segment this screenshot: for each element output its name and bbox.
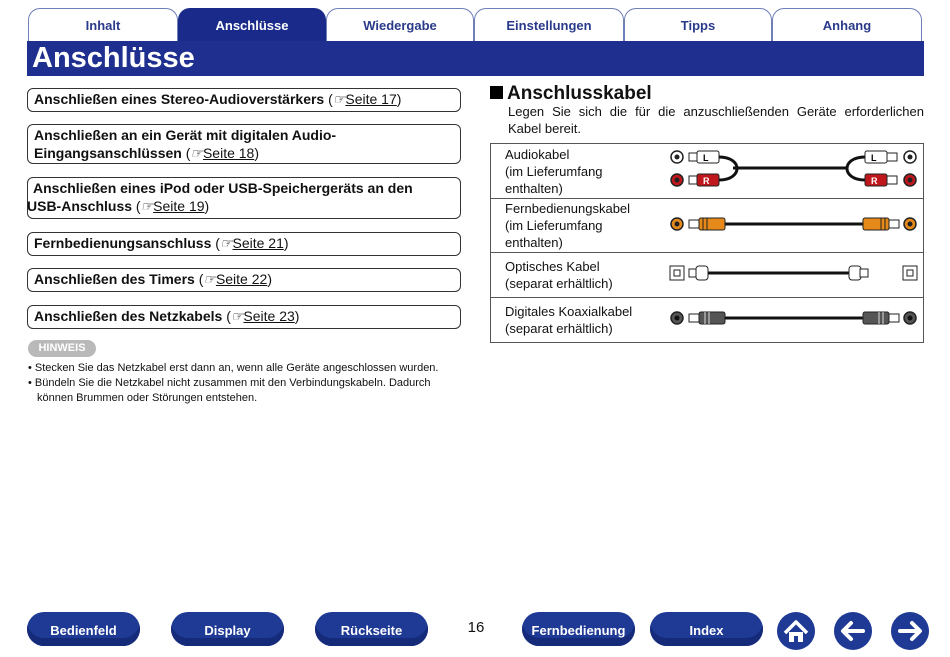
tab-wiedergabe[interactable]: Wiedergabe bbox=[326, 8, 474, 42]
nav-display-button[interactable]: Display bbox=[171, 612, 284, 646]
optical-cable-icon bbox=[663, 253, 923, 293]
square-bullet-icon bbox=[490, 86, 503, 99]
link-title-line1: Anschließen an ein Gerät mit digitalen Audio- bbox=[34, 127, 337, 143]
tab-anschluesse[interactable]: Anschlüsse bbox=[178, 8, 326, 42]
back-button[interactable] bbox=[834, 612, 872, 650]
arrow-left-icon bbox=[834, 612, 872, 650]
pointing-hand-icon: ☞ bbox=[140, 198, 154, 214]
tab-anhang[interactable]: Anhang bbox=[772, 8, 922, 42]
svg-text:L: L bbox=[871, 153, 877, 163]
nav-index-button[interactable]: Index bbox=[650, 612, 763, 646]
link-title: Anschließen des Timers bbox=[34, 271, 195, 287]
home-button[interactable] bbox=[777, 612, 815, 650]
page-reference[interactable]: Seite 17 bbox=[345, 91, 397, 107]
link-remote-connection[interactable]: Fernbedienungsanschluss (☞Seite 21) bbox=[27, 232, 461, 256]
page-reference[interactable]: Seite 21 bbox=[232, 235, 284, 251]
note-badge: HINWEIS bbox=[28, 340, 96, 357]
link-title-line1: Anschließen eines iPod oder USB-Speichergeräts an den bbox=[33, 180, 413, 196]
nav-fernbedienung-button[interactable]: Fernbedienung bbox=[522, 612, 635, 646]
arrow-right-icon bbox=[891, 612, 929, 650]
cable-table bbox=[490, 143, 924, 343]
notes-list bbox=[28, 361, 462, 406]
note-item: • Stecken Sie das Netzkabel erst dann an, wenn alle Geräte angeschlossen wurden. bbox=[28, 362, 439, 374]
cable-row-coaxial bbox=[491, 298, 924, 343]
cable-note: enthalten) bbox=[505, 180, 563, 196]
link-title: Fernbedienungsanschluss bbox=[34, 235, 212, 251]
pointing-hand-icon: ☞ bbox=[219, 235, 233, 251]
cable-note: (separat erhältlich) bbox=[505, 321, 613, 336]
audio-cable-icon bbox=[663, 144, 923, 194]
pointing-hand-icon: ☞ bbox=[190, 145, 203, 161]
cable-note: (im Lieferumfang bbox=[505, 218, 603, 233]
cable-row-audio bbox=[491, 144, 924, 199]
section-text: Legen Sie sich die für die anzuschließenden Geräte erforderlichen Kabel bereit. bbox=[508, 104, 924, 136]
link-title: Anschließen eines Stereo-Audioverstärkers bbox=[34, 91, 325, 107]
page-reference[interactable]: Seite 19 bbox=[153, 198, 205, 214]
svg-text:R: R bbox=[703, 176, 710, 186]
page-number: 16 bbox=[467, 619, 485, 636]
page-reference[interactable]: Seite 18 bbox=[202, 145, 255, 161]
page-reference[interactable]: Seite 22 bbox=[215, 271, 268, 287]
link-timer[interactable]: Anschließen des Timers (☞Seite 22) bbox=[27, 268, 461, 292]
page-title-bar bbox=[27, 41, 924, 76]
cable-name: Optisches Kabel bbox=[505, 259, 600, 274]
cable-note: (im Lieferumfang bbox=[505, 163, 603, 179]
remote-cable-icon bbox=[663, 204, 923, 244]
nav-rueckseite-button[interactable]: Rückseite bbox=[315, 612, 428, 646]
link-digital-audio-input[interactable]: Anschließen an ein Gerät mit digitalen Audio- Eingangsanschlüssen (☞Seite 18) bbox=[27, 124, 461, 164]
home-icon bbox=[777, 612, 815, 650]
link-title: Anschließen des Netzkabels bbox=[34, 308, 223, 324]
cable-name: Digitales Koaxialkabel bbox=[505, 304, 633, 319]
section-heading bbox=[490, 83, 652, 105]
tab-einstellungen[interactable]: Einstellungen bbox=[474, 8, 624, 42]
forward-button[interactable] bbox=[891, 612, 929, 650]
svg-text:L: L bbox=[703, 153, 709, 163]
cable-row-remote bbox=[491, 199, 924, 253]
tab-bar bbox=[28, 8, 924, 42]
tab-tipps[interactable]: Tipps bbox=[624, 8, 772, 42]
svg-text:R: R bbox=[871, 176, 878, 186]
note-item: • Bündeln Sie die Netzkabel nicht zusammen mit den Verbindungskabeln. Dadurch können Brummen oder Störungen entstehen. bbox=[28, 377, 431, 404]
link-power-cord[interactable]: Anschließen des Netzkabels (☞Seite 23) bbox=[27, 305, 461, 329]
link-stereo-amplifier[interactable]: Anschließen eines Stereo-Audioverstärkers (☞Seite 17) bbox=[27, 88, 461, 112]
page-reference[interactable]: Seite 23 bbox=[243, 308, 295, 324]
section-title: Anschlusskabel bbox=[507, 83, 652, 104]
link-title-line2: USB-Anschluss bbox=[27, 198, 133, 214]
cable-name: Fernbedienungskabel bbox=[505, 201, 631, 216]
link-ipod-usb[interactable]: Anschließen eines iPod oder USB-Speichergeräts an den USB-Anschluss (☞Seite 19) bbox=[27, 177, 461, 219]
pointing-hand-icon: ☞ bbox=[332, 91, 346, 107]
cable-name: Audiokabel bbox=[505, 146, 570, 162]
pointing-hand-icon: ☞ bbox=[230, 308, 244, 324]
page-title: Anschlüsse bbox=[32, 42, 195, 74]
nav-bedienfeld-button[interactable]: Bedienfeld bbox=[27, 612, 140, 646]
coaxial-cable-icon bbox=[663, 298, 923, 338]
tab-inhalt[interactable]: Inhalt bbox=[28, 8, 178, 42]
cable-row-optical bbox=[491, 253, 924, 298]
cable-note: (separat erhältlich) bbox=[505, 276, 613, 291]
cable-note: enthalten) bbox=[505, 235, 563, 250]
link-title-line2: Eingangsanschlüssen bbox=[34, 145, 182, 161]
pointing-hand-icon: ☞ bbox=[203, 271, 216, 287]
